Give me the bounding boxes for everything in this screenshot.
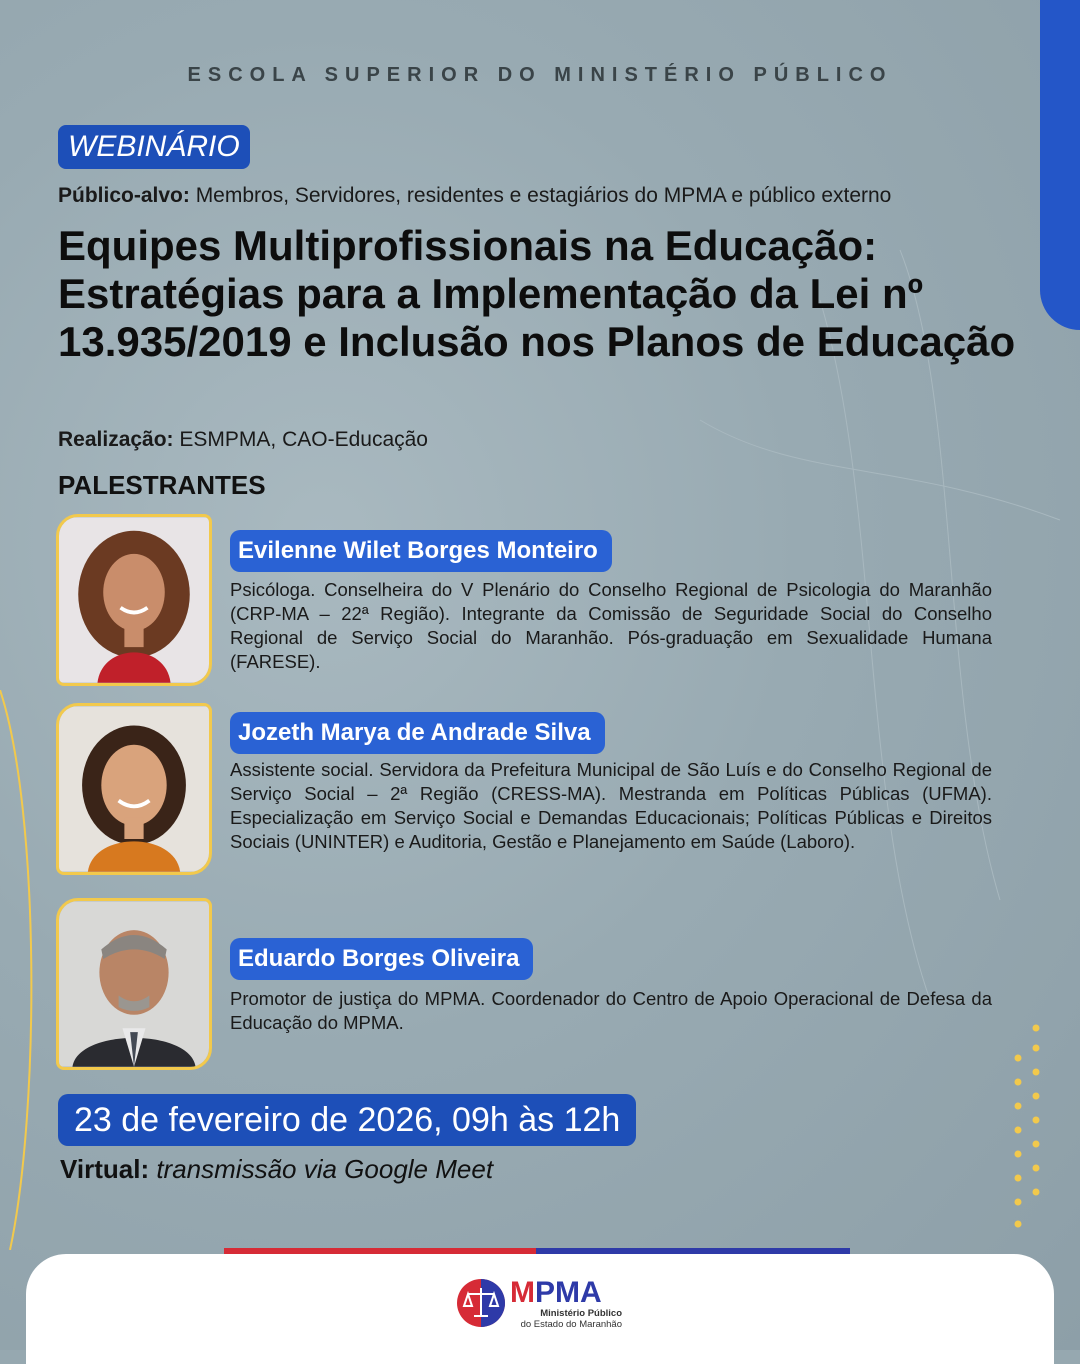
logo-letters-pma: PMA bbox=[535, 1276, 602, 1309]
speaker-photo-2 bbox=[56, 703, 212, 875]
event-date-time: 23 de fevereiro de 2026, 09h às 12h bbox=[58, 1094, 636, 1146]
decorative-dots bbox=[1010, 1020, 1050, 1230]
decorative-curve bbox=[0, 690, 40, 1250]
speaker-photo-3 bbox=[56, 898, 212, 1070]
audience-value: Membros, Servidores, residentes e estagiários do MPMA e público externo bbox=[189, 184, 892, 207]
event-title: Equipes Multiprofissionais na Educação: Estratégias para a Implementação da Lei nº 13.935/2019 e Inclusão nos Planos de Educação bbox=[58, 222, 1016, 365]
logo-letter-m: M bbox=[510, 1276, 535, 1309]
speaker-portrait-1 bbox=[59, 517, 209, 683]
speaker-name-3: Eduardo Borges Oliveira bbox=[230, 938, 533, 980]
justice-scale-icon bbox=[456, 1278, 506, 1328]
speakers-heading: PALESTRANTES bbox=[58, 470, 266, 500]
logo-subtitle-line1: Ministério Público bbox=[540, 1308, 622, 1319]
logo-subtitle-line2: do Estado do Maranhão bbox=[520, 1319, 622, 1330]
event-mode bbox=[60, 1154, 493, 1185]
organizers-label: Realização: bbox=[58, 428, 174, 451]
logo-wordmark bbox=[510, 1276, 602, 1310]
speaker-name-2: Jozeth Marya de Andrade Silva bbox=[230, 712, 605, 754]
audience-label: Público-alvo: bbox=[58, 184, 190, 207]
speaker-photo-1 bbox=[56, 514, 212, 686]
speaker-bio-3: Promotor de justiça do MPMA. Coordenador do Centro de Apoio Operacional de Defesa da Educação do MPMA. bbox=[230, 988, 992, 1033]
mpma-logo bbox=[456, 1276, 636, 1332]
event-type-badge: WEBINÁRIO bbox=[58, 125, 250, 169]
speaker-portrait-3 bbox=[59, 901, 209, 1067]
organizers bbox=[58, 428, 428, 452]
target-audience bbox=[58, 184, 891, 208]
speaker-bio-1: Psicóloga. Conselheira do V Plenário do Conselho Regional de Psicologia do Maranhão (CRP-MA – 22ª Região). Integrante da Comissão de Seguridade Social do Conselho Regional de Serviço Social do Maranhão. Pós-graduação em Sexualidade Humana (FARESE). bbox=[230, 579, 992, 672]
speaker-portrait-2 bbox=[59, 706, 209, 872]
logo-subtitle bbox=[510, 1308, 622, 1330]
speaker-bio-2: Assistente social. Servidora da Prefeitura Municipal de São Luís e do Conselho Regional de Serviço Social – 2ª Região (CRESS-MA). Mestranda em Políticas Públicas (UFMA). Especialização em Serviço Social e Demandas Educacionais; Políticas Públicas e Direitos Sociais (UNINTER) e Auditoria, Gestão e Planejamento em Saúde (Laboro). bbox=[230, 759, 992, 852]
mode-label: Virtual: bbox=[60, 1154, 150, 1184]
speaker-name-1: Evilenne Wilet Borges Monteiro bbox=[230, 530, 612, 572]
organization-name: ESCOLA SUPERIOR DO MINISTÉRIO PÚBLICO bbox=[187, 64, 893, 86]
organizers-value: ESMPMA, CAO-Educação bbox=[173, 428, 428, 451]
accent-stripe bbox=[1040, 0, 1080, 330]
mode-value: transmissão via Google Meet bbox=[149, 1154, 494, 1184]
